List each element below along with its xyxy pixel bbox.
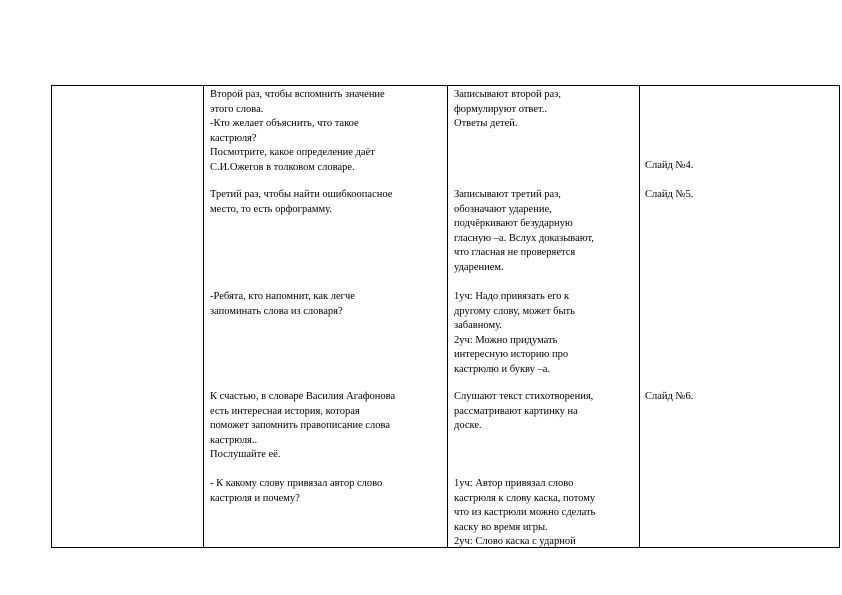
slides-cell	[640, 86, 840, 548]
teacher-text-block: Третий раз, чтобы найти ошибкоопасное место, то есть орфограмму.	[210, 189, 393, 215]
teacher-activity-cell	[204, 86, 448, 548]
student-text-block: 1уч: Автор привязал слово кастрюля к слову каска, потому что из кастрюли можно сделать каску во время игры. 2уч: Слово каска с ударной	[454, 478, 596, 548]
empty-stage-cell	[52, 86, 204, 548]
lesson-table	[51, 85, 840, 548]
teacher-text-block: - К какому слову привязал автор слово кастрюля и почему?	[210, 478, 383, 504]
student-activity-cell	[448, 86, 640, 548]
slide-label: Слайд №4.	[645, 160, 694, 171]
slide-label: Слайд №6.	[645, 391, 694, 402]
student-text-block: Записывают третий раз, обозначают ударение, подчёркивают безударную гласную –а. Вслух доказывают, что гласная не проверяется ударением.	[454, 189, 594, 273]
student-text-block: Записывают второй раз, формулируют ответ.. Ответы детей.	[454, 89, 561, 130]
student-text-block: Слушают текст стихотворения, рассматривают картинку на доске.	[454, 391, 594, 432]
teacher-text-block: -Ребята, кто напомнит, как легче запоминать слова из словаря?	[210, 291, 355, 317]
slide-label: Слайд №5.	[645, 189, 694, 200]
teacher-text-block: К счастью, в словаре Василия Агафонова есть интересная история, которая поможет запомнить правописание слова кастрюля.. Послушайте её.	[210, 391, 396, 461]
teacher-text-block: Второй раз, чтобы вспомнить значение этого слова. -Кто желает объяснить, что такое кастрюля? Посмотрите, какое определение даёт С.И.Ожегов в толковом словаре.	[210, 89, 385, 173]
student-text-block: 1уч: Надо привязать его к другому слову, может быть забавному. 2уч: Можно придумать интересную историю про кастрюлю и букву –а.	[454, 291, 575, 375]
table-row	[52, 86, 840, 548]
